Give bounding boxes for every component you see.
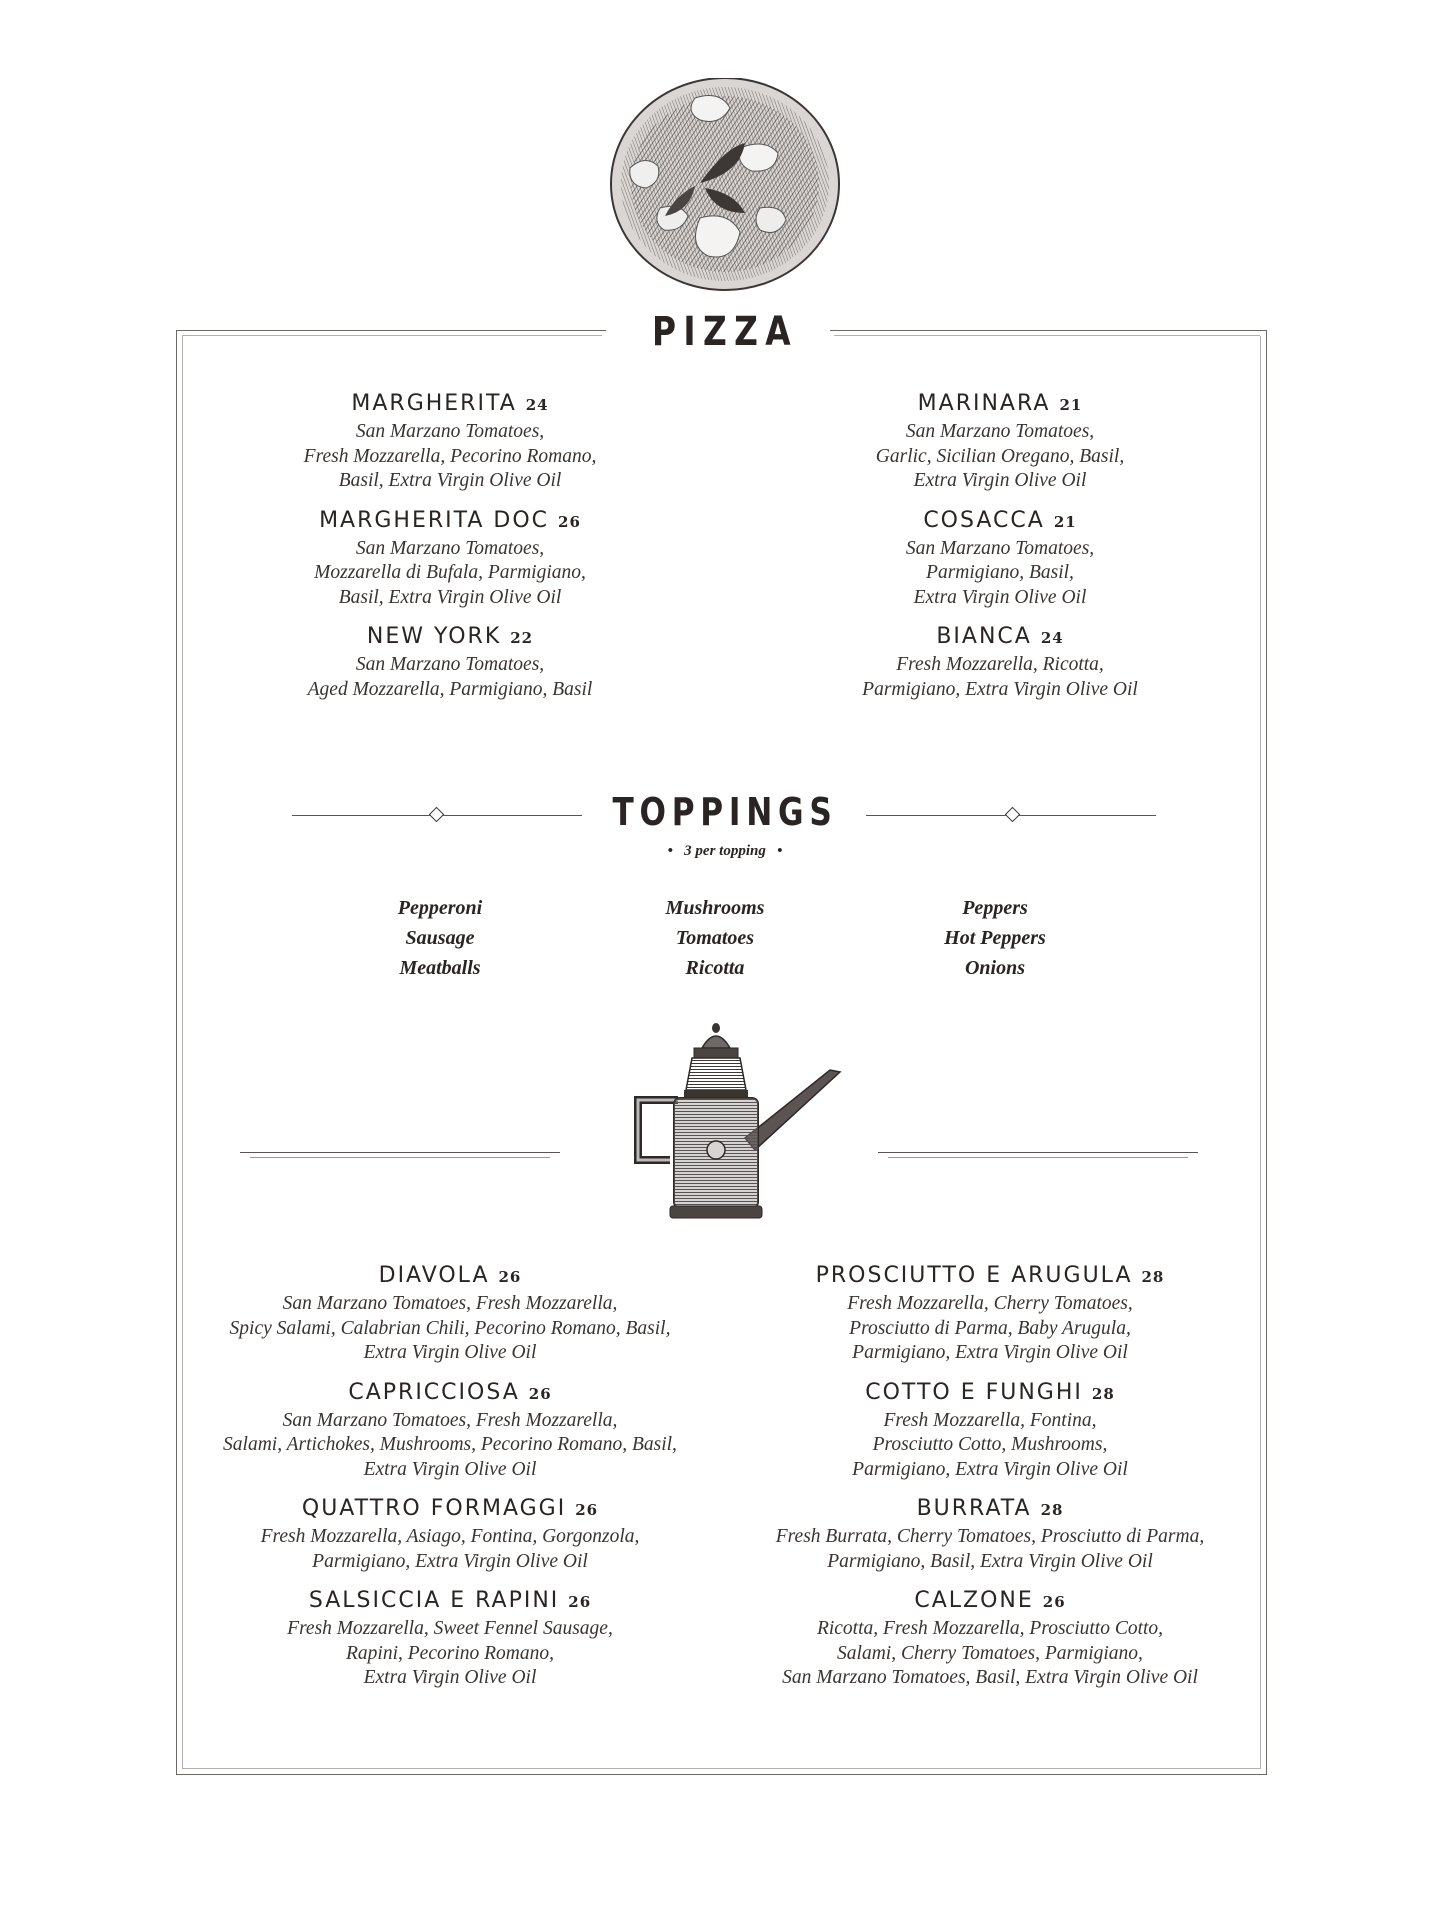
- menu-item-bianca: [790, 623, 1210, 702]
- frame-right: [1266, 330, 1267, 1774]
- item-description: Fresh Mozzarella, Cherry Tomatoes, Prosciutto di Parma, Baby Arugula, Parmigiano, Extra Virgin Olive Oil: [847, 1293, 1133, 1363]
- divider-rule-right: [878, 1152, 1198, 1153]
- item-description: Fresh Burrata, Cherry Tomatoes, Prosciutto di Parma, Parmigiano, Basil, Extra Virgin Olive Oil: [775, 1526, 1205, 1572]
- item-price: 28: [1040, 1501, 1064, 1519]
- item-name: PROSCIUTTO E ARUGULA 28: [815, 1263, 1165, 1288]
- item-description: Fresh Mozzarella, Asiago, Fontina, Gorgonzola, Parmigiano, Extra Virgin Olive Oil: [260, 1526, 640, 1572]
- item-price: 26: [568, 1593, 592, 1611]
- topping-item: Onions: [964, 957, 1026, 979]
- item-name: SALSICCIA E RAPINI 26: [308, 1588, 592, 1613]
- item-description: San Marzano Tomatoes, Aged Mozzarella, Parmigiano, Basil: [307, 654, 593, 700]
- item-price: 28: [1141, 1268, 1165, 1286]
- olive-oil-can-illustration: [630, 1020, 850, 1230]
- topping-item: Peppers: [962, 897, 1028, 919]
- frame-top-left-inner: [182, 335, 602, 336]
- topping-item: Sausage: [405, 927, 475, 949]
- item-price: 26: [498, 1268, 522, 1286]
- item-description: Fresh Mozzarella, Ricotta, Parmigiano, Extra Virgin Olive Oil: [862, 654, 1138, 700]
- toppings-price-note: • 3 per topping •: [667, 843, 783, 859]
- frame-top-left: [176, 330, 606, 331]
- item-description: San Marzano Tomatoes, Fresh Mozzarella, Pecorino Romano, Basil, Extra Virgin Olive Oil: [303, 421, 597, 491]
- menu-item-marinara: [790, 390, 1210, 494]
- item-description: San Marzano Tomatoes, Fresh Mozzarella, Salami, Artichokes, Mushrooms, Pecorino Romano, Basil, Extra Virgin Olive Oil: [223, 1409, 677, 1480]
- divider-rule-right-2: [888, 1157, 1188, 1158]
- item-price: 22: [510, 629, 534, 647]
- item-description: Ricotta, Fresh Mozzarella, Prosciutto Cotto, Salami, Cherry Tomatoes, Parmigiano, San Marzano Tomatoes, Basil, Extra Virgin Olive Oil: [782, 1618, 1198, 1688]
- menu-item-calzone: [740, 1587, 1240, 1691]
- menu-item-capricciosa: [200, 1379, 700, 1483]
- toppings-column-2: [615, 893, 815, 983]
- pizza-right-column: [790, 390, 1210, 715]
- menu-item-quattro-formaggi: [200, 1495, 700, 1574]
- topping-item: Meatballs: [399, 957, 481, 979]
- toppings-column-3: [895, 893, 1095, 983]
- pizza-illustration: [600, 78, 850, 298]
- menu-item-margherita: [240, 390, 660, 494]
- item-price: 26: [1042, 1593, 1066, 1611]
- item-description: San Marzano Tomatoes, Fresh Mozzarella, Spicy Salami, Calabrian Chili, Pecorino Romano, Basil, Extra Virgin Olive Oil: [229, 1293, 671, 1363]
- item-name: COSACCA 21: [923, 507, 1077, 533]
- item-name: BIANCA 24: [936, 624, 1064, 649]
- item-price: 24: [525, 396, 549, 414]
- item-name: QUATTRO FORMAGGI 26: [301, 1496, 599, 1521]
- frame-left: [176, 330, 177, 1774]
- frame-top-right-inner: [834, 335, 1260, 336]
- item-name: MARINARA 21: [917, 391, 1083, 416]
- toppings-column-1: [340, 893, 540, 983]
- divider-rule-left-2: [250, 1157, 550, 1158]
- item-name: MARGHERITA DOC 26: [319, 507, 581, 533]
- menu-item-cosacca: [790, 507, 1210, 611]
- frame-right-inner: [1260, 336, 1261, 1768]
- item-name: MARGHERITA 24: [351, 391, 549, 416]
- divider-rule-left: [240, 1152, 560, 1153]
- item-price: 26: [528, 1384, 552, 1403]
- item-description: Fresh Mozzarella, Fontina, Prosciutto Cotto, Mushrooms, Parmigiano, Extra Virgin Olive Oil: [852, 1409, 1128, 1480]
- item-price: 21: [1053, 512, 1077, 531]
- diamond-ornament-right: [1005, 807, 1021, 823]
- menu-item-salsiccia-e-rapini: [200, 1587, 700, 1691]
- item-price: 26: [558, 512, 581, 531]
- topping-item: Ricotta: [685, 957, 745, 979]
- item-description: San Marzano Tomatoes, Parmigiano, Basil, Extra Virgin Olive Oil: [905, 537, 1095, 608]
- item-description: San Marzano Tomatoes, Garlic, Sicilian Oregano, Basil, Extra Virgin Olive Oil: [875, 421, 1125, 491]
- frame-bottom-inner: [182, 1768, 1261, 1769]
- item-price: 24: [1040, 629, 1064, 647]
- topping-item: Hot Peppers: [944, 927, 1046, 949]
- toppings-title: TOPPINGS: [612, 790, 838, 834]
- item-name: COTTO E FUNGHI 28: [865, 1379, 1115, 1405]
- menu-item-new-york: [240, 623, 660, 702]
- item-name: DIAVOLA 26: [378, 1263, 522, 1288]
- diamond-ornament-left: [429, 807, 445, 823]
- menu-item-burrata: [740, 1495, 1240, 1574]
- item-name: BURRATA 28: [916, 1496, 1064, 1521]
- topping-item: Pepperoni: [397, 897, 483, 919]
- item-description: Fresh Mozzarella, Sweet Fennel Sausage, Rapini, Pecorino Romano, Extra Virgin Olive Oil: [287, 1618, 613, 1688]
- topping-item: Mushrooms: [665, 897, 765, 919]
- pizza-left-column: [240, 390, 660, 715]
- pizza-title: PIZZA: [651, 309, 799, 355]
- frame-left-inner: [182, 336, 183, 1768]
- item-name: CALZONE 26: [914, 1588, 1066, 1613]
- menu-item-prosciutto-e-arugula: [740, 1262, 1240, 1366]
- item-price: 21: [1059, 396, 1083, 414]
- menu-item-margherita-doc: [240, 507, 660, 611]
- menu-item-diavola: [200, 1262, 700, 1366]
- frame-top-right: [830, 330, 1266, 331]
- item-description: San Marzano Tomatoes, Mozzarella di Bufala, Parmigiano, Basil, Extra Virgin Olive Oil: [314, 537, 586, 608]
- item-name: NEW YORK 22: [366, 624, 534, 649]
- menu-item-cotto-e-funghi: [740, 1379, 1240, 1483]
- topping-item: Tomatoes: [675, 927, 755, 949]
- item-price: 26: [575, 1501, 599, 1519]
- specialty-right-column: [740, 1262, 1240, 1704]
- frame-bottom: [176, 1774, 1267, 1775]
- specialty-left-column: [200, 1262, 700, 1704]
- item-price: 28: [1091, 1384, 1115, 1403]
- item-name: CAPRICCIOSA 26: [348, 1379, 552, 1405]
